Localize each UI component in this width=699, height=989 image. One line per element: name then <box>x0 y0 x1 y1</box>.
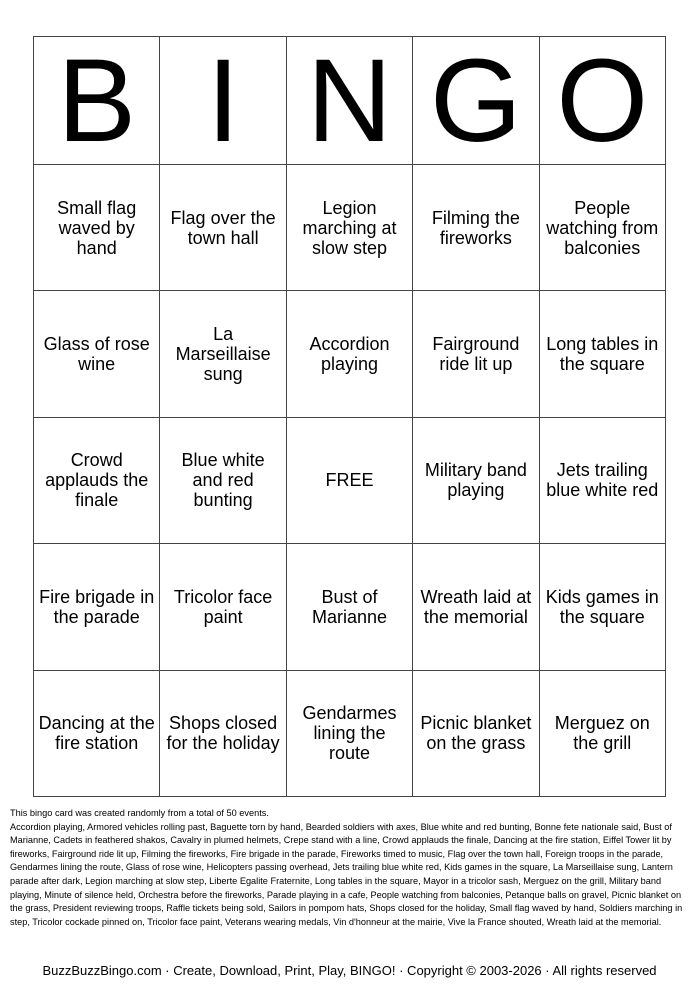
bingo-row-5 <box>34 670 666 796</box>
bingo-cell: Military band playing <box>413 417 539 543</box>
event-list-notes <box>10 807 689 929</box>
bingo-cell: Fairground ride lit up <box>413 291 539 417</box>
bingo-cell: Glass of rose wine <box>34 291 160 417</box>
bingo-cell: Shops closed for the holiday <box>160 670 286 796</box>
free-space-cell: FREE <box>286 417 412 543</box>
bingo-cell: Legion marching at slow step <box>286 165 412 291</box>
bingo-cell: Tricolor face paint <box>160 544 286 670</box>
header-letter-g: G <box>413 37 539 165</box>
bingo-cell: Jets trailing blue white red <box>539 417 665 543</box>
header-letter-i: I <box>160 37 286 165</box>
bingo-cell: Small flag waved by hand <box>34 165 160 291</box>
bingo-cell: Accordion playing <box>286 291 412 417</box>
bingo-cell: La Marseillaise sung <box>160 291 286 417</box>
bingo-row-4 <box>34 544 666 670</box>
bingo-cell: Gendarmes lining the route <box>286 670 412 796</box>
bingo-cell: People watching from balconies <box>539 165 665 291</box>
bingo-cell: Wreath laid at the memorial <box>413 544 539 670</box>
bingo-cell: Crowd applauds the finale <box>34 417 160 543</box>
bingo-cell: Blue white and red bunting <box>160 417 286 543</box>
bingo-row-1 <box>34 165 666 291</box>
bingo-cell: Picnic blanket on the grass <box>413 670 539 796</box>
header-letter-b: B <box>34 37 160 165</box>
bingo-header-row <box>34 37 666 165</box>
bingo-cell: Long tables in the square <box>539 291 665 417</box>
bingo-card <box>33 36 666 797</box>
bingo-cell: Dancing at the fire station <box>34 670 160 796</box>
bingo-row-2 <box>34 291 666 417</box>
header-letter-n: N <box>286 37 412 165</box>
bingo-cell: Bust of Marianne <box>286 544 412 670</box>
bingo-cell: Filming the fireworks <box>413 165 539 291</box>
bingo-cell: Flag over the town hall <box>160 165 286 291</box>
bingo-cell: Kids games in the square <box>539 544 665 670</box>
notes-event-list: Accordion playing, Armored vehicles rolling past, Baguette torn by hand, Bearded soldiers with axes, Blue white and red bunting, Bonne fete nationale said, Bust of Marianne, Cadets in feathered shakos, Cavalry in plumed helmets, Crepe stand with a line, Crowd applauds the finale, Dancing at the fire station, Eiffel Tower lit by fireworks, Fairground ride lit up, Filming the fireworks, Fire brigade in the parade, Fireworks timed to music, Flag over the town hall, Foreign troops in the parade, Gendarmes lining the route, Glass of rose wine, Helicopters passing overhead, Jets trailing blue white red, Kids games in the square, La Marseillaise sung, Lantern parade after dark, Legion marching at slow step, Liberte Egalite Fraternite, Long tables in the square, Mayor in a tricolor sash, Merguez on the grill, Military band playing, Minute of silence held, Orchestra before the fireworks, Parade playing in a cafe, People watching from balconies, Petanque balls on gravel, Picnic blanket on the grass, President reviewing troops, Raffle tickets being sold, Sailors in pompom hats, Shops closed for the holiday, Small flag waved by hand, Soldiers marching in step, Tricolor cockade pinned on, Tricolor face paint, Veterans wearing medals, Vin d'honneur at the mairie, Vive la France shouted, Wreath laid at the memorial. <box>10 821 683 927</box>
header-letter-o: O <box>539 37 665 165</box>
footer-copyright: BuzzBuzzBingo.com · Create, Download, Print, Play, BINGO! · Copyright © 2003-2026 · All rights reserved <box>42 963 657 978</box>
bingo-cell: Merguez on the grill <box>539 670 665 796</box>
notes-intro: This bingo card was created randomly from a total of 50 events. <box>10 808 269 818</box>
bingo-row-3 <box>34 417 666 543</box>
bingo-cell: Fire brigade in the parade <box>34 544 160 670</box>
